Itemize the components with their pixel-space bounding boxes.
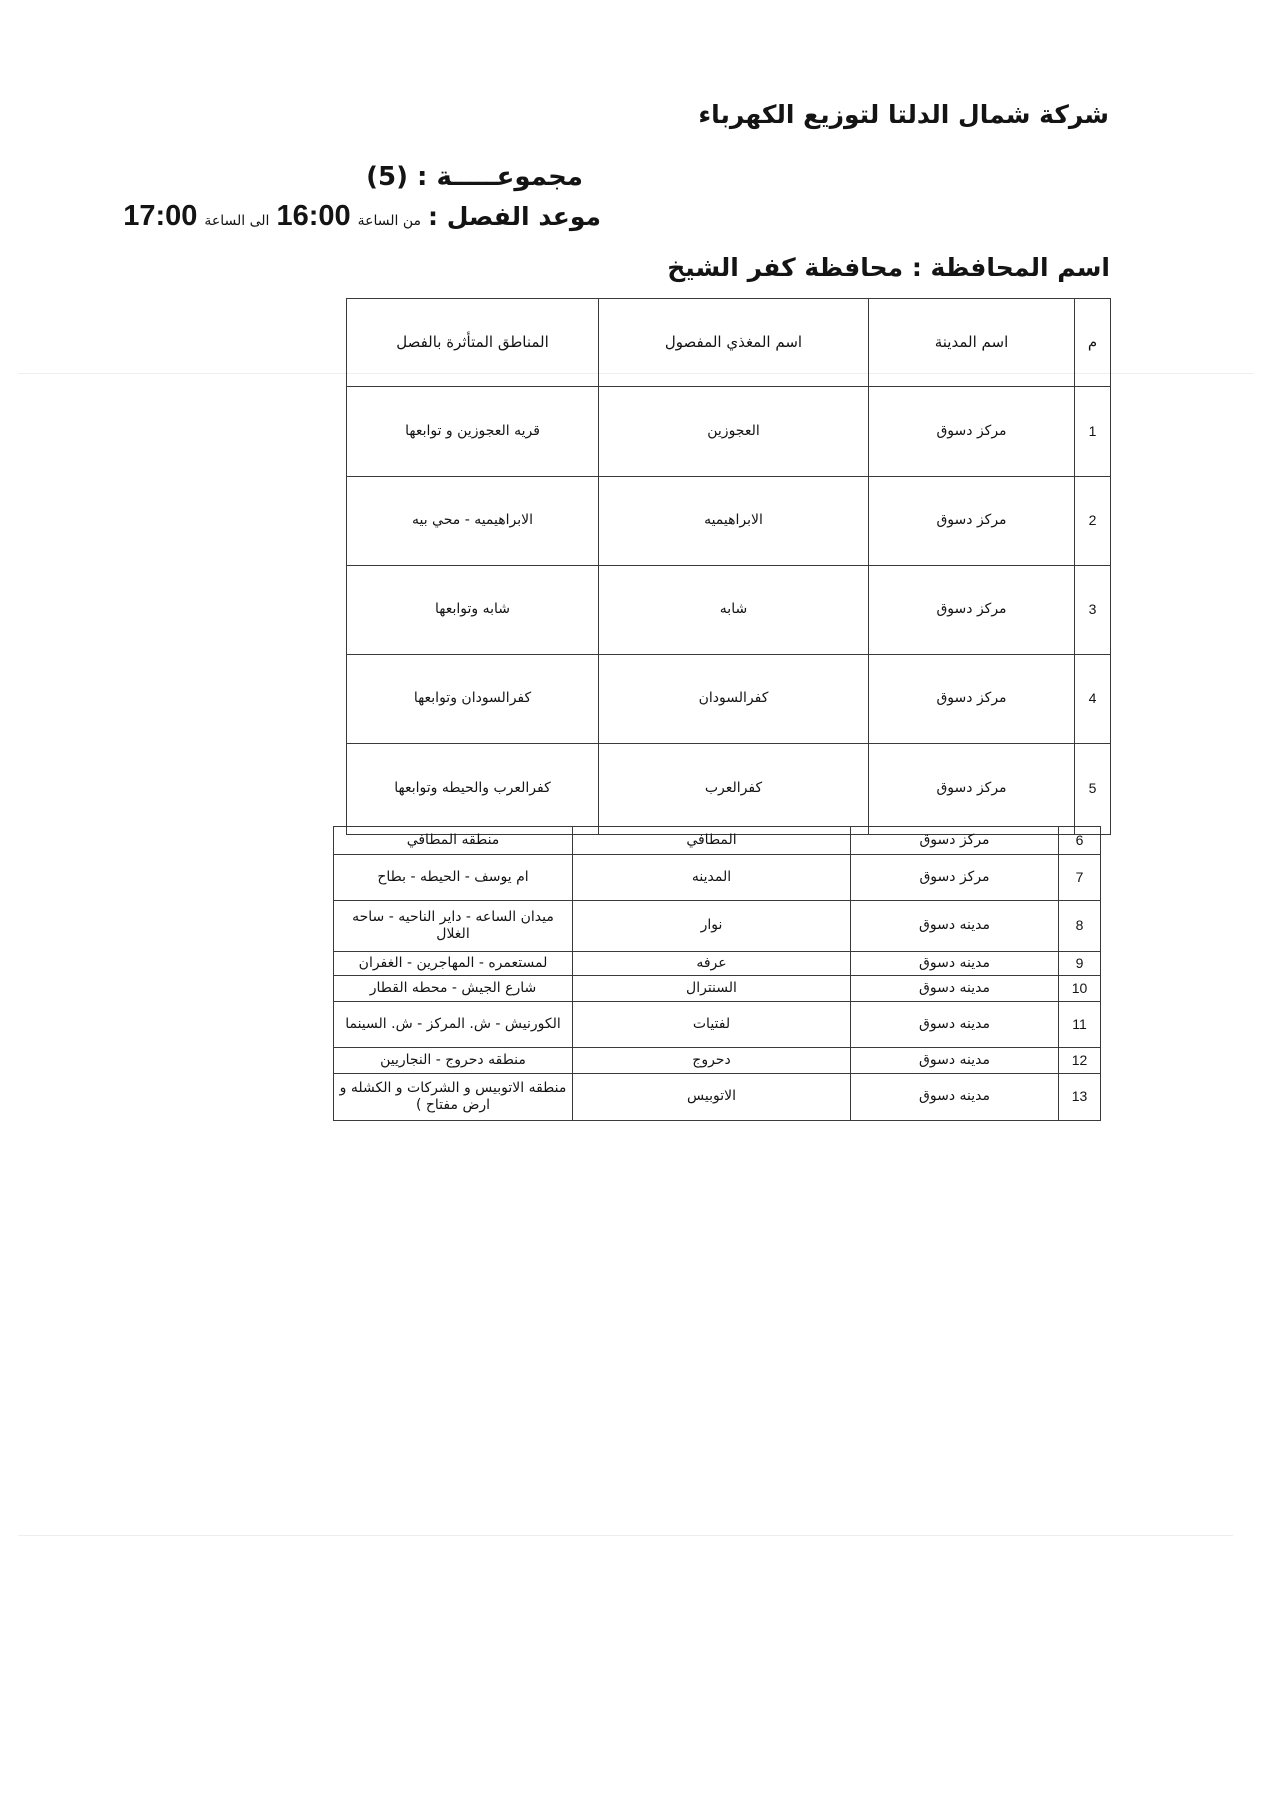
row-number: 2 [1075, 477, 1111, 566]
col-header-number: م [1075, 299, 1111, 387]
row-feeder: دحروج [573, 1048, 851, 1074]
from-label: من الساعة [357, 213, 422, 229]
row-number: 13 [1059, 1074, 1101, 1121]
row-city: مركز دسوق [869, 387, 1075, 477]
row-number: 1 [1075, 387, 1111, 477]
row-number: 5 [1075, 744, 1111, 835]
group-number: مجموعـــــة : (5) [366, 162, 583, 192]
row-number: 3 [1075, 566, 1111, 655]
row-areas: منطقه المطافي [334, 827, 573, 855]
row-feeder: المدينه [573, 855, 851, 901]
cut-label: موعد الفصل : [428, 202, 601, 231]
row-city: مركز دسوق [851, 827, 1059, 855]
table-row [334, 827, 1101, 855]
row-city: مدينه دسوق [851, 1074, 1059, 1121]
row-feeder: عرفه [573, 952, 851, 976]
row-city: مدينه دسوق [851, 1048, 1059, 1074]
outage-table-top [346, 298, 1111, 835]
from-time: 16:00 [276, 200, 351, 232]
row-areas: الكورنيش - ش. المركز - ش. السينما [334, 1002, 573, 1048]
row-areas: كفرالعرب والحيطه وتوابعها [347, 744, 599, 835]
row-number: 10 [1059, 976, 1101, 1002]
row-city: مركز دسوق [869, 477, 1075, 566]
row-areas: الابراهيميه - محي بيه [347, 477, 599, 566]
outage-table-bottom [333, 826, 1101, 1121]
table-header-row [347, 299, 1111, 387]
row-areas: ميدان الساعه - داير الناحيه - ساحه الغلال [334, 901, 573, 952]
row-city: مركز دسوق [869, 655, 1075, 744]
row-feeder: الابراهيميه [599, 477, 869, 566]
row-number: 11 [1059, 1002, 1101, 1048]
table-row [334, 976, 1101, 1002]
to-label: الى الساعة [204, 213, 270, 229]
row-city: مدينه دسوق [851, 952, 1059, 976]
row-areas: منطقه الاتوبيس و الشركات و الكشله و ارض مفتاح ) [334, 1074, 573, 1121]
row-city: مركز دسوق [851, 855, 1059, 901]
table-row [334, 952, 1101, 976]
row-feeder: نوار [573, 901, 851, 952]
row-areas: قريه العجوزين و توابعها [347, 387, 599, 477]
table-row [334, 1002, 1101, 1048]
row-areas: شارع الجيش - محطه القطار [334, 976, 573, 1002]
row-areas: كفرالسودان وتوابعها [347, 655, 599, 744]
row-number: 6 [1059, 827, 1101, 855]
table-row [334, 855, 1101, 901]
row-city: مركز دسوق [869, 566, 1075, 655]
row-number: 12 [1059, 1048, 1101, 1074]
row-number: 7 [1059, 855, 1101, 901]
col-header-feeder: اسم المغذي المفصول [599, 299, 869, 387]
row-areas: شابه وتوابعها [347, 566, 599, 655]
table-row [347, 566, 1111, 655]
row-feeder: السنترال [573, 976, 851, 1002]
table-row [347, 387, 1111, 477]
table-row [334, 1074, 1101, 1121]
row-feeder: المطافي [573, 827, 851, 855]
table-row [334, 1048, 1101, 1074]
row-feeder: كفرالعرب [599, 744, 869, 835]
col-header-areas: المناطق المتأثرة بالفصل [347, 299, 599, 387]
row-areas: منطقه دحروج - النجاريين [334, 1048, 573, 1074]
table-row [347, 744, 1111, 835]
row-number: 4 [1075, 655, 1111, 744]
row-feeder: لفتيات [573, 1002, 851, 1048]
governorate-name: اسم المحافظة : محافظة كفر الشيخ [667, 253, 1110, 282]
row-number: 9 [1059, 952, 1101, 976]
row-areas: ام يوسف - الحيطه - بطاح [334, 855, 573, 901]
row-city: مدينه دسوق [851, 901, 1059, 952]
table-row [347, 477, 1111, 566]
table-row [334, 901, 1101, 952]
to-time: 17:00 [123, 200, 198, 232]
row-areas: لمستعمره - المهاجرين - الغفران [334, 952, 573, 976]
row-city: مدينه دسوق [851, 1002, 1059, 1048]
row-feeder: كفرالسودان [599, 655, 869, 744]
row-number: 8 [1059, 901, 1101, 952]
scan-line [18, 1535, 1233, 1536]
company-name: شركة شمال الدلتا لتوزيع الكهرباء [698, 100, 1109, 129]
row-city: مدينه دسوق [851, 976, 1059, 1002]
row-feeder: شابه [599, 566, 869, 655]
cut-time-line [123, 200, 601, 233]
col-header-city: اسم المدينة [869, 299, 1075, 387]
row-city: مركز دسوق [869, 744, 1075, 835]
row-feeder: العجوزين [599, 387, 869, 477]
table-row [347, 655, 1111, 744]
row-feeder: الاتوبيس [573, 1074, 851, 1121]
